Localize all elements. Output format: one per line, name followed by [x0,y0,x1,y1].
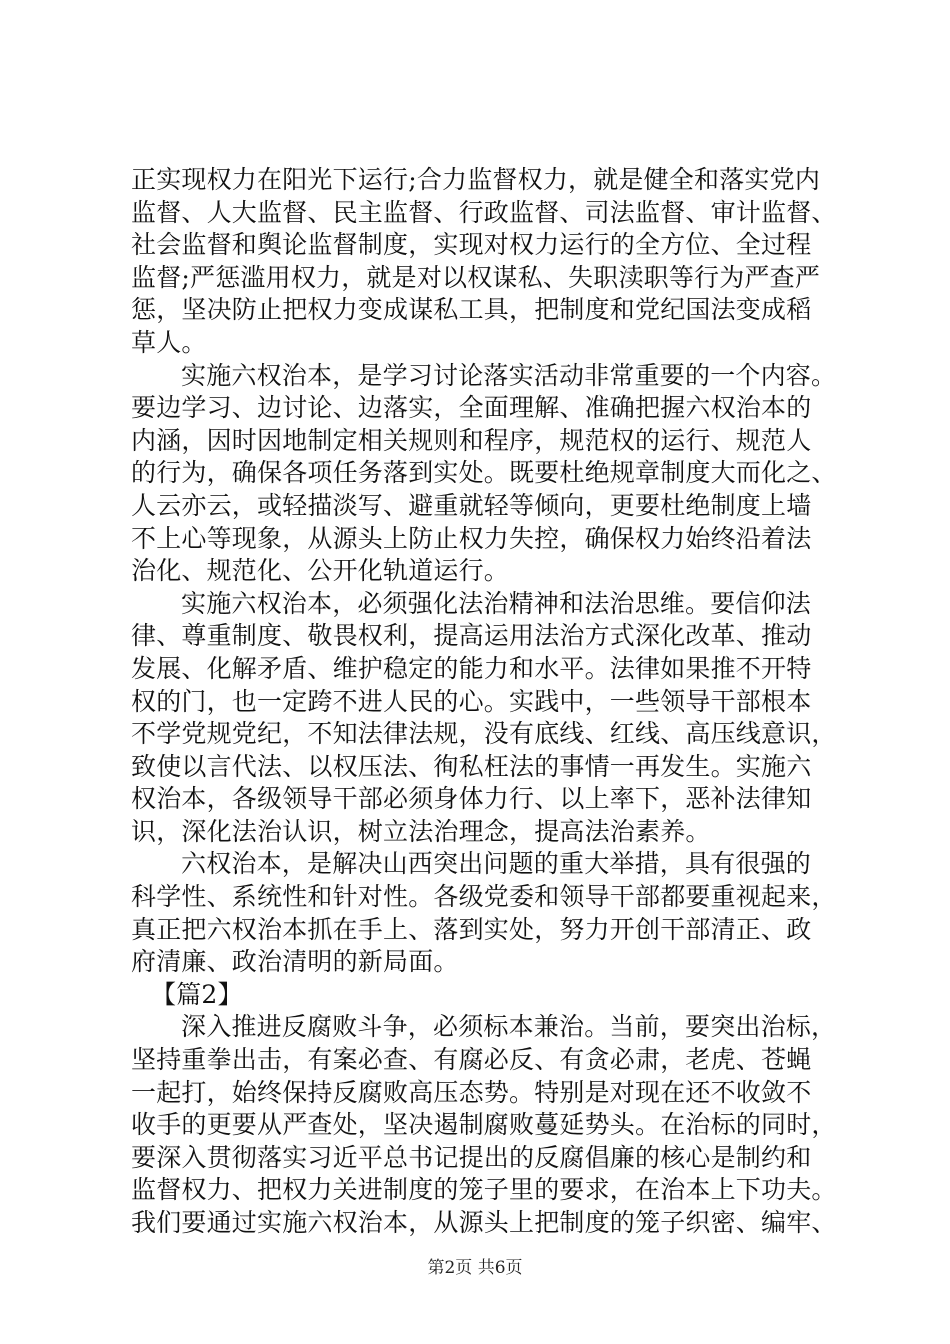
text-line: 权治本，各级领导干部必须身体力行、以上率下，恶补法律知 [131,784,812,814]
text-line: 识，深化法治认识，树立法治理念，提高法治素养。 [131,816,711,846]
text-line: 的行为，确保各项任务落到实处。既要杜绝规章制度大而化之、 [131,458,837,488]
section-heading: 【篇2】 [151,979,243,1009]
text-line: 要边学习、边讨论、边落实，全面理解、准确把握六权治本的 [131,393,812,423]
text-line: 人云亦云，或轻描淡写、避重就轻等倾向，更要杜绝制度上墙 [131,490,812,520]
text-line: 治化、规范化、公开化轨道运行。 [131,556,510,586]
text-line: 坚持重拳出击，有案必查、有腐必反、有贪必肃，老虎、苍蝇 [131,1045,812,1075]
paragraph-start-line: 实施六权治本，必须强化法治精神和法治思维。要信仰法 [181,588,812,618]
text-line: 监督;严惩滥用权力，就是对以权谋私、失职渎职等行为严查严 [131,262,821,292]
text-line: 监督权力、把权力关进制度的笼子里的要求，在治本上下功夫。 [131,1175,837,1205]
text-line: 真正把六权治本抓在手上、落到实处，努力开创干部清正、政 [131,914,812,944]
text-line: 正实现权力在阳光下运行;合力监督权力，就是健全和落实党内 [131,165,821,194]
text-line: 律、尊重制度、敬畏权利，提高运用法治方式深化改革、推动 [131,621,812,651]
text-line: 不上心等现象，从源头上防止权力失控，确保权力始终沿着法 [131,523,812,553]
text-line: 权的门，也一定跨不进人民的心。实践中，一些领导干部根本 [131,686,812,716]
text-line: 不学党规党纪，不知法律法规，没有底线、红线、高压线意识， [131,719,837,749]
text-line: 发展、化解矛盾、维护稳定的能力和水平。法律如果推不开特 [131,653,812,683]
text-line: 内涵，因时因地制定相关规则和程序，规范权的运行、规范人 [131,425,812,455]
text-line: 府清廉、政治清明的新局面。 [131,947,459,977]
text-line: 致使以言代法、以权压法、徇私枉法的事情一再发生。实施六 [131,751,812,781]
text-line: 科学性、系统性和针对性。各级党委和领导干部都要重视起来， [131,882,837,912]
text-line: 要深入贯彻落实习近平总书记提出的反腐倡廉的核心是制约和 [131,1142,812,1172]
paragraph-start-line: 六权治本，是解决山西突出问题的重大举措，具有很强的 [181,849,812,879]
text-line: 社会监督和舆论监督制度，实现对权力运行的全方位、全过程 [131,230,812,260]
paragraph-start-line: 深入推进反腐败斗争，必须标本兼治。当前，要突出治标， [181,1012,837,1042]
paragraph-start-line: 实施六权治本，是学习讨论落实活动非常重要的一个内容。 [181,360,837,390]
text-line: 草人。 [131,327,207,357]
text-line: 我们要通过实施六权治本，从源头上把制度的笼子织密、编牢、 [131,1208,837,1237]
text-line: 监督、人大监督、民主监督、行政监督、司法监督、审计监督、 [131,197,837,227]
text-line: 收手的更要从严查处，坚决遏制腐败蔓延势头。在治标的同时， [131,1110,837,1140]
document-body [131,164,837,1240]
text-line: 惩，坚决防止把权力变成谋私工具，把制度和党纪国法变成稻 [131,295,812,325]
text-line: 一起打，始终保持反腐败高压态势。特别是对现在还不收敛不 [131,1077,812,1107]
page-number-footer: 第2页 共6页 [427,1258,523,1278]
